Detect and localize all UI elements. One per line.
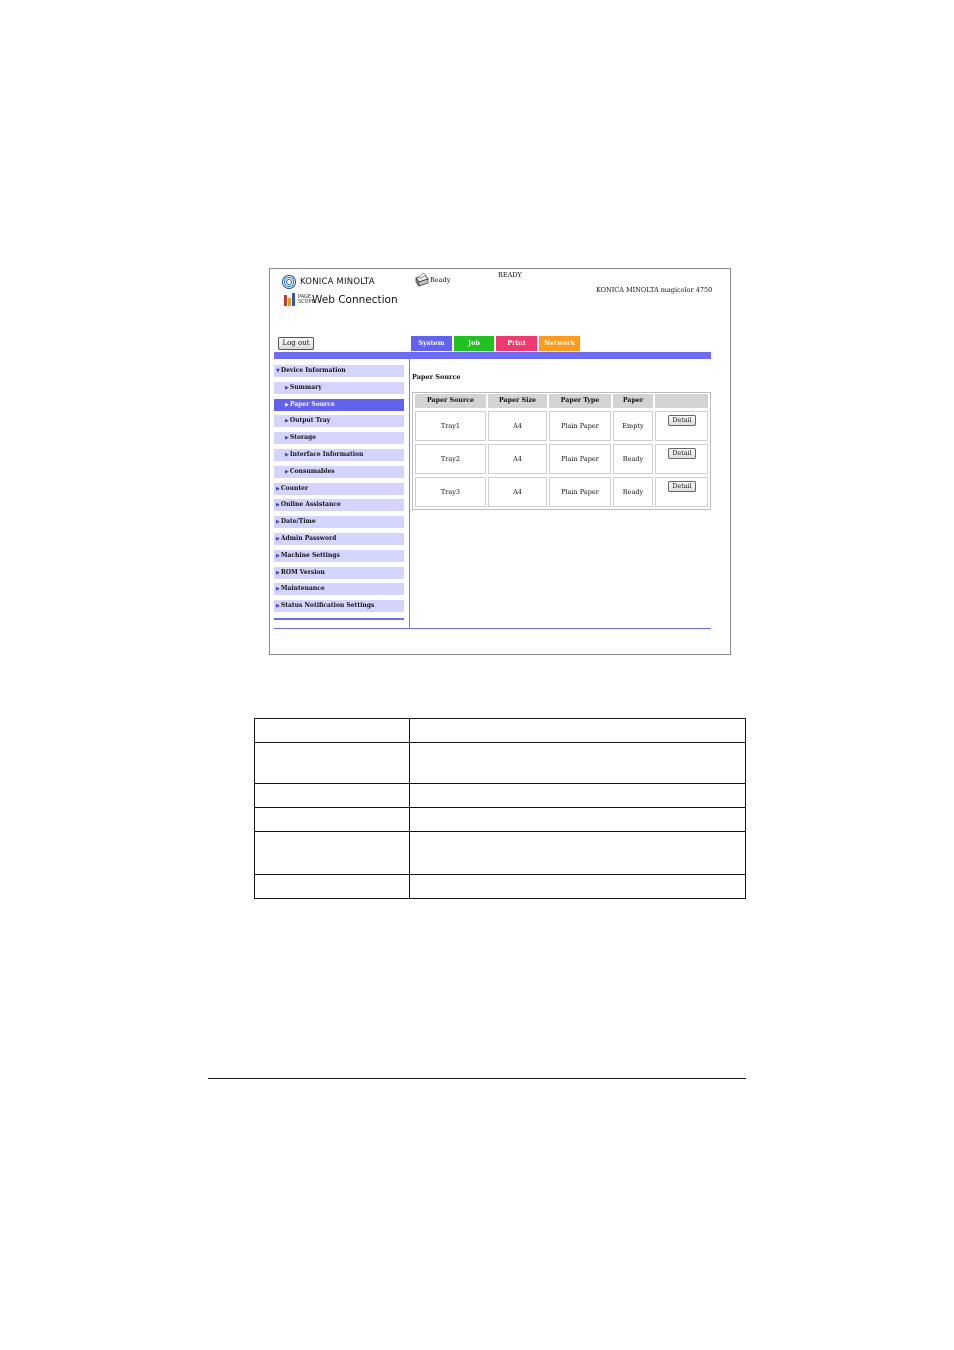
column-header-paper-type: Paper Type [549, 394, 611, 408]
table-row [255, 808, 746, 832]
cell-paper-type: Plain Paper [549, 477, 611, 507]
sidebar-item-interface-information[interactable] [274, 449, 404, 461]
sidebar-item-status-notification-settings[interactable] [274, 600, 404, 612]
web-connection-logo [282, 293, 398, 307]
cell-paper-status: Ready [613, 444, 653, 474]
cell-paper-status: Empty [613, 411, 653, 441]
cell-actions [655, 411, 708, 441]
triangle-right-icon: ▶ [276, 519, 280, 525]
logout-button[interactable]: Log out [278, 337, 314, 350]
sidebar-item-label: Date/Time [280, 518, 316, 525]
sidebar-item-rom-version[interactable] [274, 567, 404, 579]
tab-print[interactable]: Print [496, 336, 537, 351]
sidebar-item-label: Output Tray [289, 417, 331, 424]
triangle-right-icon: ▶ [276, 553, 280, 559]
sidebar-item-label: Admin Password [280, 535, 337, 542]
device-status: READY [498, 271, 522, 279]
screenshot-frame [269, 268, 731, 655]
sidebar-item-label: Machine Settings [280, 552, 340, 559]
column-header-paper-size: Paper Size [488, 394, 547, 408]
pagescope-label: PAGE SCOPE [298, 294, 315, 305]
triangle-right-icon: ▶ [285, 469, 289, 475]
page-title: Paper Source [412, 373, 461, 381]
triangle-right-icon: ▶ [285, 452, 289, 458]
cell-paper-type: Plain Paper [549, 411, 611, 441]
table-row [255, 875, 746, 899]
sidebar-item-storage[interactable] [274, 432, 404, 444]
triangle-right-icon: ▶ [276, 570, 280, 576]
brand-row [282, 275, 375, 289]
triangle-right-icon: ▶ [276, 603, 280, 609]
sidebar-item-label: ROM Version [280, 569, 325, 576]
sidebar-item-output-tray[interactable] [274, 415, 404, 427]
konica-minolta-logo-icon [282, 275, 296, 289]
triangle-down-icon: ▼ [276, 368, 280, 374]
column-header-paper: Paper [613, 394, 653, 408]
tab-network[interactable]: Network [539, 336, 580, 351]
header-divider-bar [274, 352, 711, 359]
sidebar-item-admin-password[interactable] [274, 533, 404, 545]
brand-name: KONICA MINOLTA [300, 277, 375, 287]
column-header-actions [655, 394, 708, 408]
status-text: Ready [430, 276, 451, 284]
table-row [255, 719, 746, 743]
sidebar-item-online-assistance[interactable] [274, 499, 404, 511]
detail-button[interactable]: Detail [668, 448, 696, 459]
description-table [254, 718, 746, 899]
printer-icon [413, 272, 429, 288]
cell-paper-type: Plain Paper [549, 444, 611, 474]
sidebar-item-maintenance[interactable] [274, 583, 404, 595]
sidebar-bottom-rule [274, 618, 404, 620]
table-row [255, 832, 746, 875]
column-header-paper-source: Paper Source [415, 394, 486, 408]
cell-actions [655, 444, 708, 474]
sidebar-item-label: Storage [289, 434, 317, 441]
triangle-right-icon: ▶ [276, 502, 280, 508]
cell-paper-source: Tray2 [415, 444, 486, 474]
tab-job[interactable]: Job [454, 336, 494, 351]
sidebar-item-label: Interface Information [289, 451, 364, 458]
cell-paper-source: Tray3 [415, 477, 486, 507]
sidebar-item-label: Consumables [289, 468, 335, 475]
cell-paper-size: A4 [488, 411, 547, 441]
triangle-right-icon: ▶ [285, 435, 289, 441]
triangle-right-icon: ▶ [276, 486, 280, 492]
cell-actions [655, 477, 708, 507]
model-name: KONICA MINOLTA magicolor 4750 [596, 286, 713, 294]
triangle-right-icon: ▶ [276, 536, 280, 542]
sidebar-item-consumables[interactable] [274, 466, 404, 478]
sidebar-item-counter[interactable] [274, 483, 404, 495]
page-footer-rule [208, 1078, 746, 1079]
footer-rule [274, 628, 711, 629]
cell-paper-size: A4 [488, 444, 547, 474]
sidebar-item-label: Online Assistance [280, 501, 341, 508]
sidebar-item-label: Device Information [280, 367, 346, 374]
table-row [255, 784, 746, 808]
product-name: Web Connection [312, 294, 398, 306]
sidebar-item-label: Status Notification Settings [280, 602, 375, 609]
detail-button[interactable]: Detail [668, 415, 696, 426]
tab-system[interactable]: System [411, 336, 452, 351]
table-row [255, 743, 746, 784]
triangle-right-icon: ▶ [285, 418, 289, 424]
sidebar-divider [409, 359, 410, 629]
sidebar-item-device-information[interactable] [274, 365, 404, 377]
sidebar-item-label: Counter [280, 485, 309, 492]
sidebar-item-machine-settings[interactable] [274, 550, 404, 562]
sidebar-item-label: Summary [289, 384, 322, 391]
triangle-right-icon: ▶ [285, 385, 289, 391]
cell-paper-source: Tray1 [415, 411, 486, 441]
sidebar-item-label: Maintenance [280, 585, 325, 592]
cell-paper-status: Ready [613, 477, 653, 507]
sidebar-item-date-time[interactable] [274, 516, 404, 528]
paper-source-table [412, 392, 711, 510]
sidebar-item-paper-source[interactable] [274, 399, 404, 411]
sidebar-item-label: Paper Source [289, 401, 335, 408]
triangle-right-icon: ▶ [276, 586, 280, 592]
pagescope-icon [282, 293, 296, 307]
triangle-right-icon: ▶ [285, 402, 289, 408]
sidebar-item-summary[interactable] [274, 382, 404, 394]
cell-paper-size: A4 [488, 477, 547, 507]
detail-button[interactable]: Detail [668, 481, 696, 492]
